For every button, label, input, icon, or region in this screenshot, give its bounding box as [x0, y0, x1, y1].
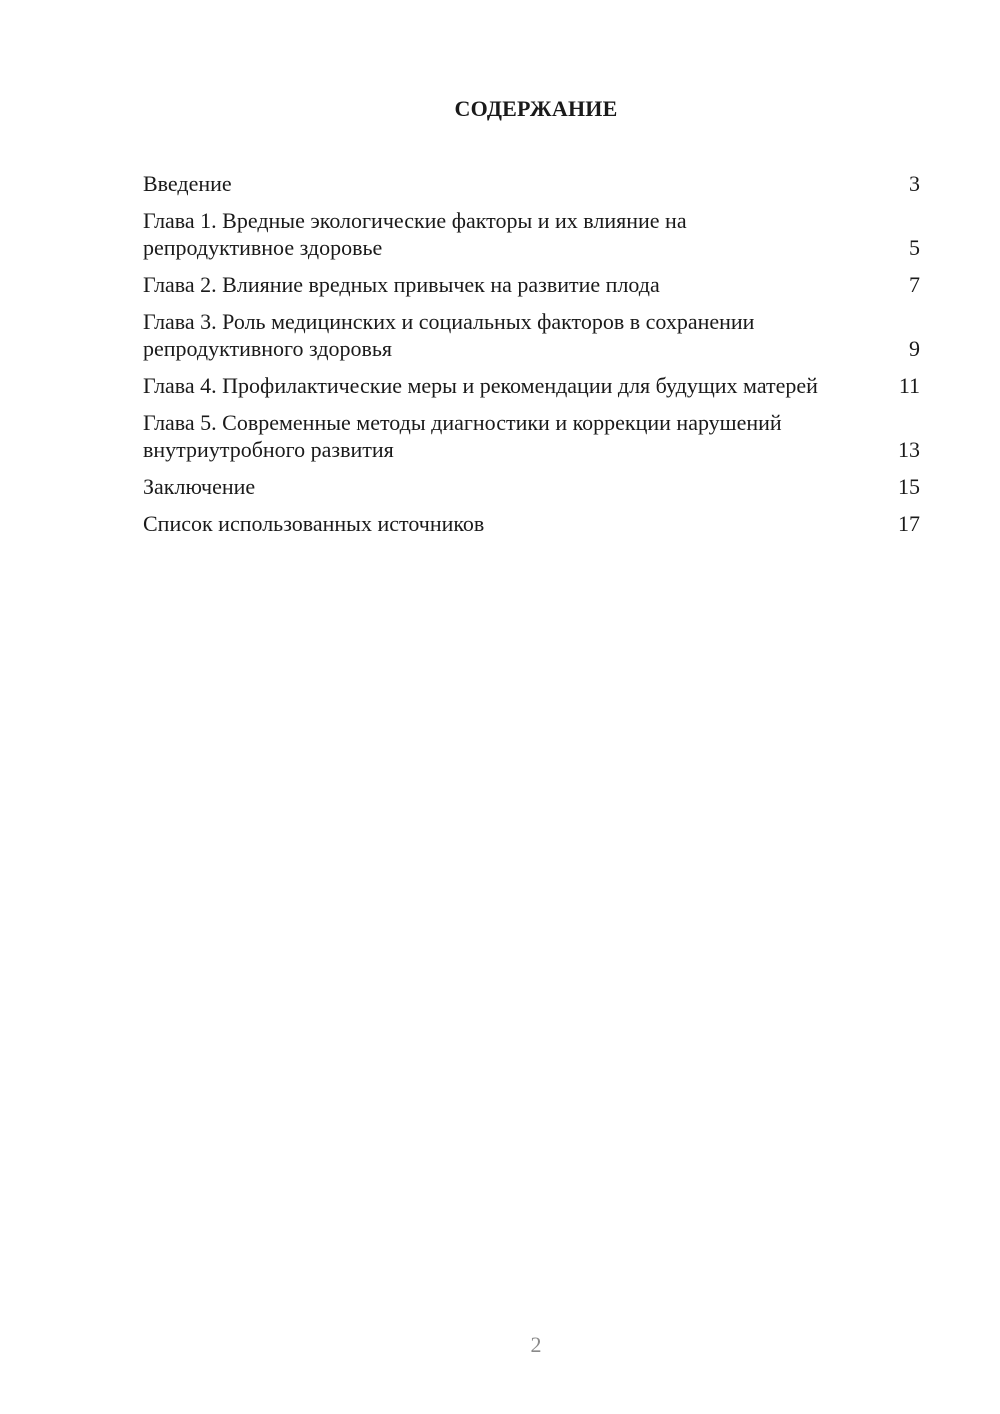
toc-entry-page: 5 [909, 235, 920, 260]
toc-entry-text: Глава 2. Влияние вредных привычек на развитие плода [143, 272, 660, 297]
toc-entry-page: 9 [909, 336, 920, 361]
toc-title: СОДЕРЖАНИЕ [454, 96, 618, 121]
toc-entry-page: 15 [898, 474, 920, 499]
toc-entry-references[interactable] [143, 510, 920, 537]
toc-entry-page: 13 [898, 437, 920, 462]
toc-entry-page: 11 [898, 373, 920, 398]
toc-entry-page: 3 [909, 171, 920, 196]
toc-entry-text: Глава 4. Профилактические меры и рекомендации для будущих матерей [143, 373, 818, 398]
toc-entry-text: Список использованных источников [143, 511, 485, 536]
toc-entry-chapter-2[interactable] [143, 271, 920, 298]
table-of-contents [143, 170, 920, 547]
toc-entry-chapter-4[interactable] [143, 372, 920, 399]
toc-entry-chapter-1[interactable] [143, 207, 920, 261]
toc-entry-text: Глава 1. Вредные экологические факторы и их влияние на репродуктивное здоровье [143, 208, 687, 260]
toc-entry-page: 7 [909, 272, 920, 297]
toc-entry-introduction[interactable] [143, 170, 920, 197]
toc-entry-chapter-5[interactable] [143, 409, 920, 463]
toc-entry-conclusion[interactable] [143, 473, 920, 500]
toc-entry-chapter-3[interactable] [143, 308, 920, 362]
page-number: 2 [530, 1332, 542, 1357]
toc-entry-text: Введение [143, 171, 232, 196]
toc-entry-text: Заключение [143, 474, 256, 499]
toc-entry-page: 17 [898, 511, 920, 536]
toc-entry-text: Глава 3. Роль медицинских и социальных факторов в сохранении репродуктивного здоровья [143, 309, 755, 361]
toc-entry-text: Глава 5. Современные методы диагностики и коррекции нарушений внутриутробного развития [143, 410, 782, 462]
